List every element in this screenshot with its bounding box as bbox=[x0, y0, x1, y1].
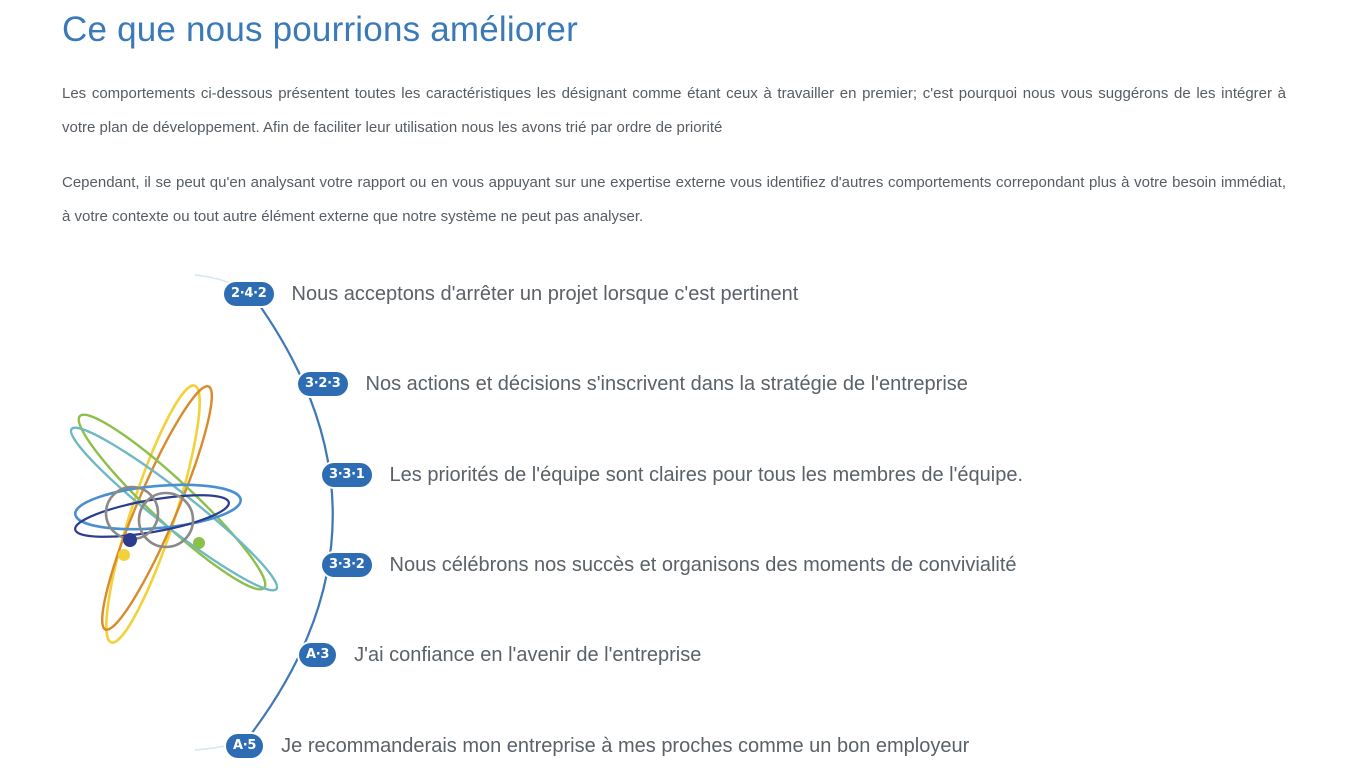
behavior-text: Nous célébrons nos succès et organisons des moments de convivialité bbox=[389, 553, 1017, 576]
behavior-text: Les priorités de l'équipe sont claires pour tous les membres de l'équipe. bbox=[389, 463, 1024, 486]
page-title: Ce que nous pourrions améliorer bbox=[62, 10, 578, 49]
behavior-text: J'ai confiance en l'avenir de l'entreprise bbox=[354, 643, 702, 666]
intro-paragraph-2: Cependant, il se peut qu'en analysant votre rapport ou en vous appuyant sur une expertise externe vous identifiez d'autres comportements correpondant plus à votre besoin immédiat, à votre contexte ou tout autre élément externe que notre système ne peut pas analyser. bbox=[62, 174, 1286, 225]
behavior-item-4 bbox=[322, 553, 1017, 577]
behavior-code-badge: 2·4·2 bbox=[224, 282, 274, 306]
priority-diagram bbox=[0, 250, 1346, 768]
behavior-text: Je recommanderais mon entreprise à mes proches comme un bon employeur bbox=[281, 734, 970, 757]
atom-logo-icon bbox=[60, 375, 290, 655]
behavior-code-badge: 3·3·2 bbox=[322, 553, 372, 577]
behavior-code-badge: 3·3·1 bbox=[322, 463, 372, 487]
behavior-code-badge: 3·2·3 bbox=[298, 372, 348, 396]
behavior-item-6 bbox=[226, 734, 969, 758]
behavior-code-badge: A·5 bbox=[226, 734, 263, 758]
behavior-code-badge: A·3 bbox=[299, 643, 336, 667]
behavior-text: Nous acceptons d'arrêter un projet lorsque c'est pertinent bbox=[291, 282, 799, 305]
behavior-item-1 bbox=[224, 282, 798, 306]
intro-paragraph-1: Les comportements ci-dessous présentent toutes les caractéristiques les désignant comme étant ceux à travailler en premier; c'est pourquoi nous vous suggérons de les intégrer à votre plan de développement. Afin de faciliter leur utilisation nous les avons trié par ordre de priorité bbox=[62, 85, 1286, 136]
behavior-item-5 bbox=[299, 643, 701, 667]
behavior-item-2 bbox=[298, 372, 968, 396]
behavior-text: Nos actions et décisions s'inscrivent dans la stratégie de l'entreprise bbox=[365, 372, 968, 395]
behavior-item-3 bbox=[322, 463, 1023, 487]
